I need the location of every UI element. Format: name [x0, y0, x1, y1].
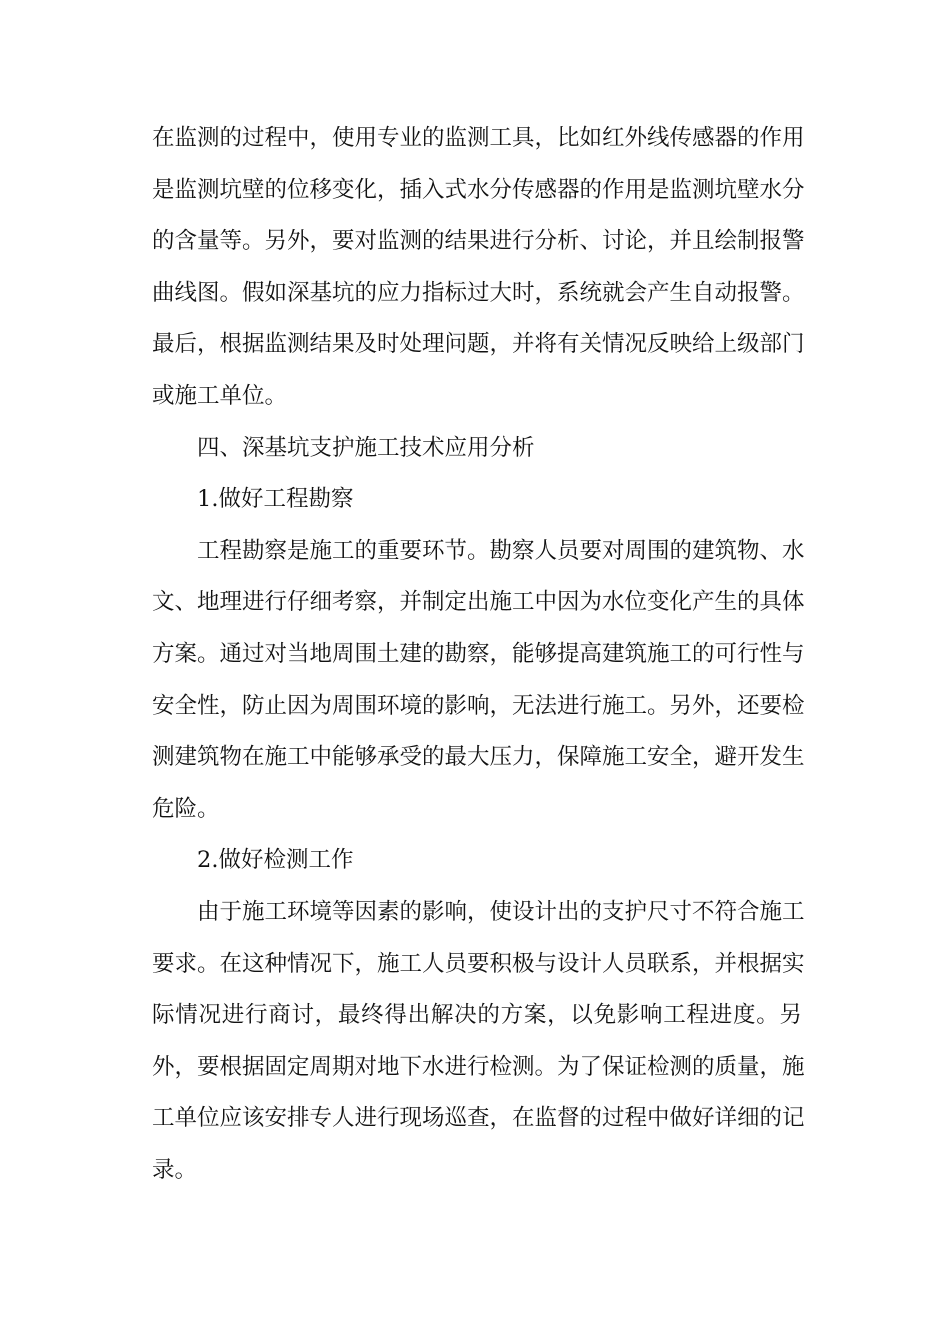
text-line: 危险。	[152, 795, 220, 822]
paragraph-survey	[152, 526, 805, 836]
text-line: 测建筑物在施工中能够承受的最大压力，保障施工安全，避开发生	[152, 744, 805, 771]
subsection-heading: 2.做好检测工作	[197, 847, 354, 874]
text-line: 最后，根据监测结果及时处理问题，并将有关情况反映给上级部门	[152, 331, 805, 358]
text-line: 或施工单位。	[152, 382, 288, 409]
text-line: 安全性，防止因为周围环境的影响，无法进行施工。另外，还要检	[152, 692, 805, 719]
text-line: 方案。通过对当地周围土建的勘察，能够提高建筑施工的可行性与	[152, 640, 805, 667]
text-line: 工程勘察是施工的重要环节。勘察人员要对周围的建筑物、水	[197, 537, 805, 564]
text-line: 外，要根据固定周期对地下水进行检测。为了保证检测的质量，施	[152, 1053, 805, 1080]
text-line: 由于施工环境等因素的影响，使设计出的支护尺寸不符合施工	[197, 898, 805, 925]
text-line: 要求。在这种情况下，施工人员要积极与设计人员联系，并根据实	[152, 950, 805, 977]
document-body	[152, 113, 805, 1196]
text-line: 在监测的过程中，使用专业的监测工具，比如红外线传感器的作用	[152, 125, 805, 151]
text-line: 录。	[152, 1156, 198, 1183]
text-line: 是监测坑壁的位移变化，插入式水分传感器的作用是监测坑壁水分	[152, 176, 805, 203]
section-heading: 四、深基坑支护施工技术应用分析	[197, 434, 535, 461]
text-line: 的含量等。另外，要对监测的结果进行分析、讨论，并且绘制报警	[152, 228, 805, 255]
paragraph-inspection	[152, 887, 805, 1197]
text-line: 文、地理进行仔细考察，并制定出施工中因为水位变化产生的具体	[152, 589, 805, 616]
text-line: 曲线图。假如深基坑的应力指标过大时，系统就会产生自动报警。	[152, 279, 805, 306]
text-line: 工单位应该安排专人进行现场巡查，在监督的过程中做好详细的记	[152, 1105, 805, 1132]
text-line: 际情况进行商讨，最终得出解决的方案，以免影响工程进度。另	[152, 1002, 802, 1029]
subsection-heading: 1.做好工程勘察	[197, 486, 354, 513]
paragraph-monitoring	[152, 113, 805, 423]
